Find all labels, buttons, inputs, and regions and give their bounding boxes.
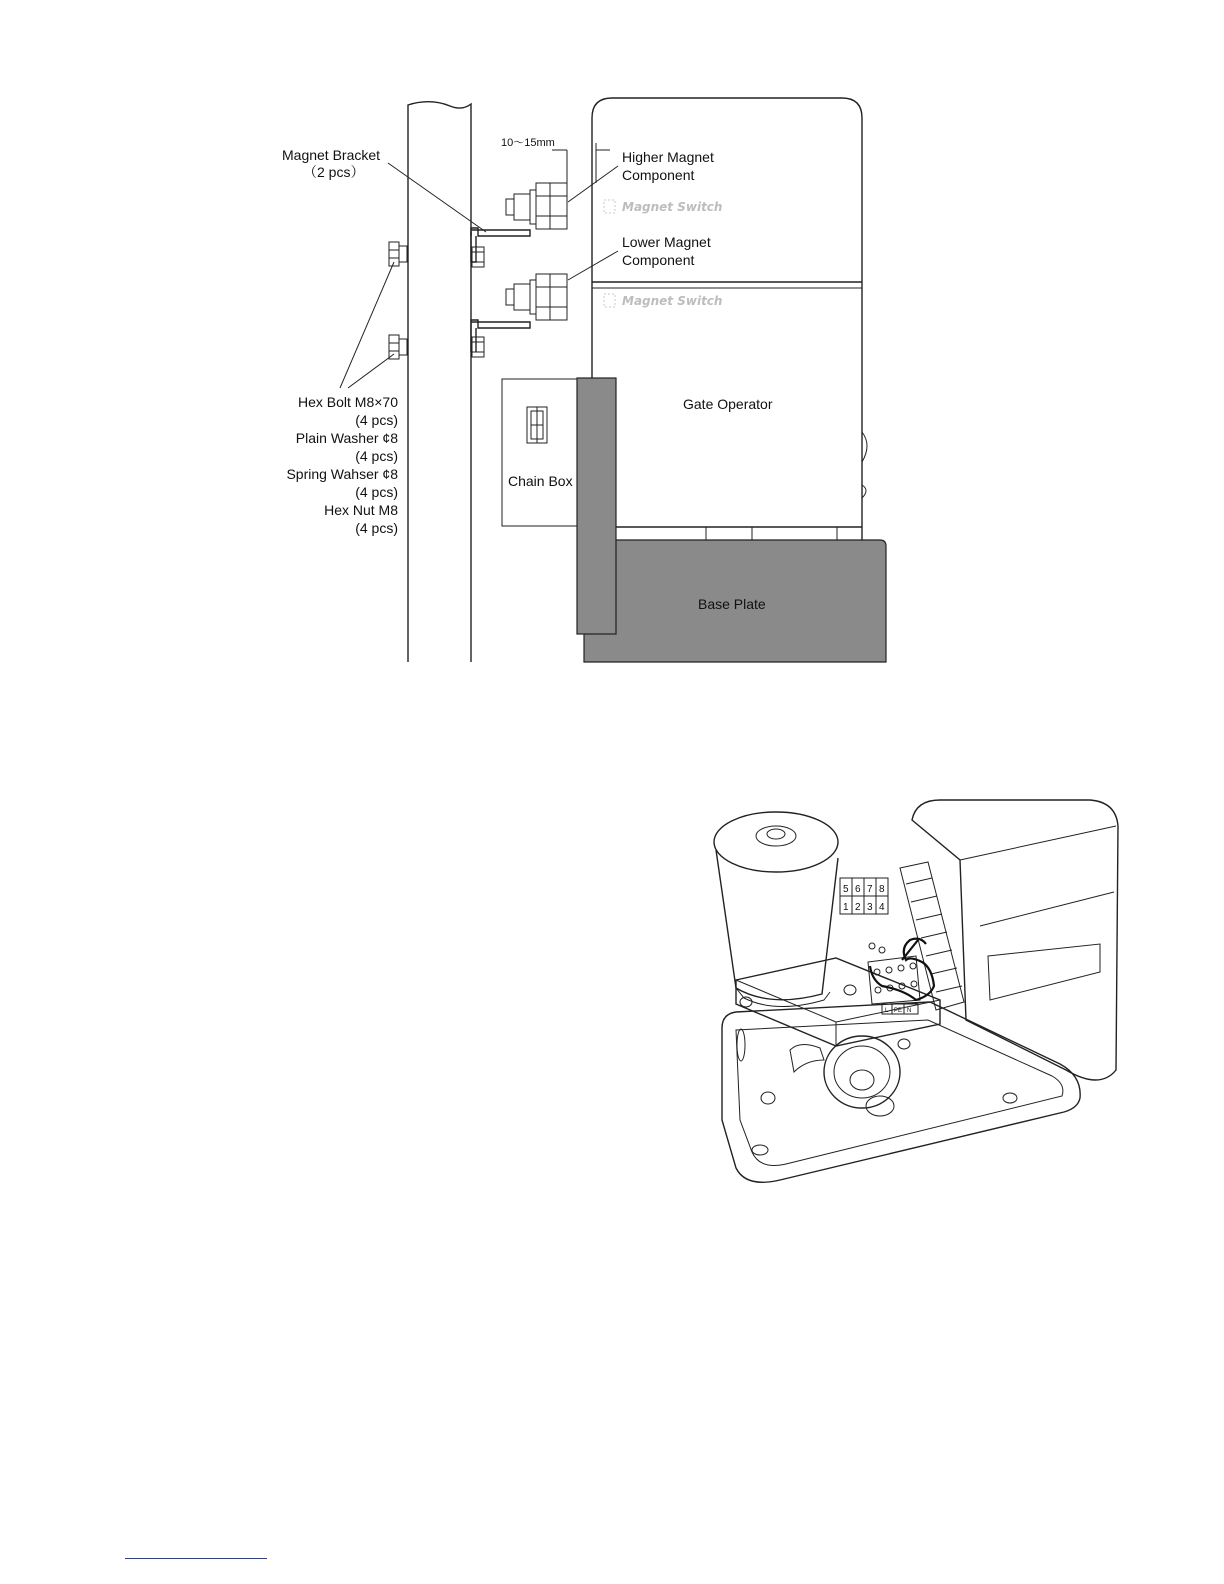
motor-cylinder (714, 812, 838, 1007)
terminal-number: 8 (879, 884, 885, 895)
terminal-number-grid (840, 878, 888, 914)
power-label: L (885, 1008, 889, 1014)
base-plate-label: Base Plate (698, 596, 766, 612)
base-plate (584, 540, 886, 662)
magnet-switch-upper-label: Magnet Switch (622, 200, 723, 214)
magnet-bracket-label: Magnet Bracket (282, 147, 381, 163)
higher-magnet-component (506, 183, 567, 229)
leader-lines (340, 163, 618, 388)
gearbox-block (736, 958, 940, 1046)
mounting-plate-bar (577, 378, 616, 634)
terminal-number: 3 (867, 902, 873, 913)
nut-upper (472, 247, 484, 267)
magnet-switch-lower (604, 294, 722, 308)
hardware-item-qty: (4 pcs) (355, 520, 398, 536)
gap-dimension-marker (501, 137, 610, 183)
hardware-item-name: Plain Washer ¢8 (295, 430, 398, 446)
magnet-bracket-upper (471, 228, 530, 262)
gate-post (408, 102, 471, 662)
lower-magnet-label-line1: Lower Magnet (622, 234, 711, 250)
power-label: PE (894, 1008, 903, 1014)
footer-rule (125, 1558, 267, 1559)
gate-operator-wiring-illustration (714, 800, 1118, 1182)
drive-gear (790, 1036, 900, 1116)
power-label: N (907, 1008, 912, 1014)
hardware-item-name: Hex Nut M8 (324, 502, 398, 518)
magnet-installation-diagram (282, 98, 886, 662)
base-slot-left (737, 1029, 745, 1061)
hardware-item-name: Hex Bolt M8×70 (298, 394, 398, 410)
terminal-number: 1 (843, 902, 849, 913)
magnet-bracket-qty: （2 pcs） (303, 164, 365, 180)
hardware-item-qty: (4 pcs) (355, 484, 398, 500)
lower-magnet-label-line2: Component (622, 252, 695, 268)
terminal-number: 2 (855, 902, 861, 913)
hex-bolt-upper (389, 242, 407, 266)
control-housing (912, 800, 1118, 1080)
terminal-number: 5 (843, 884, 849, 895)
terminal-number: 7 (867, 884, 873, 895)
base-slot-right (752, 1145, 768, 1155)
gap-dimension-label: 10～15mm (501, 137, 555, 149)
lower-magnet-component (506, 274, 567, 320)
terminal-number: 4 (879, 902, 885, 913)
terminal-number: 6 (855, 884, 861, 895)
higher-magnet-label-line1: Higher Magnet (622, 149, 714, 165)
gate-operator-label: Gate Operator (683, 396, 773, 412)
magnet-bracket-lower (471, 320, 530, 352)
operator-base-plate (722, 1002, 1080, 1182)
higher-magnet-label-line2: Component (622, 167, 695, 183)
magnet-switch-upper (604, 200, 722, 214)
hardware-list (286, 394, 398, 536)
hardware-item-name: Spring Wahser ¢8 (286, 466, 398, 482)
nut-lower (472, 337, 484, 357)
magnet-switch-lower-label: Magnet Switch (622, 294, 723, 308)
hardware-item-qty: (4 pcs) (355, 448, 398, 464)
chain-box-label: Chain Box (508, 473, 573, 489)
hardware-item-qty: (4 pcs) (355, 412, 398, 428)
